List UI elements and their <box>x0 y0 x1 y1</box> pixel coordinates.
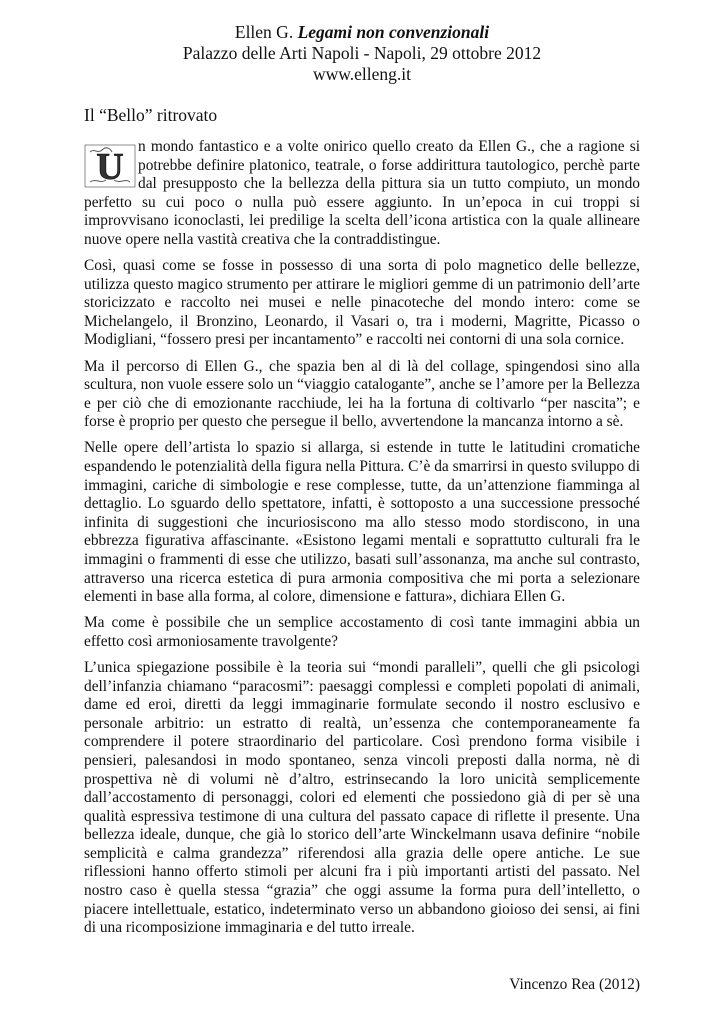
svg-text:U: U <box>96 146 124 188</box>
document-header <box>84 22 640 85</box>
paragraph-1 <box>84 138 640 250</box>
section-title: Il “Bello” ritrovato <box>84 105 218 125</box>
paragraph-4: Nelle opere dell’artista lo spazio si allarga, si estende in tutte le latitudini cromatiche espandendo le potenzialità della figura nella Pittura. C’è da smarrirsi in questo sviluppo di immagini, cariche di simbologie e rese complesse, tutte, da un’attenzione fiamminga al dettaglio. Lo sguardo dello spettatore, infatti, è sottoposto a una successione pressoché infinita di suggestioni che incuriosiscono ma allo stesso modo stordiscono, in una ebbrezza figurativa affascinante. «Esistono legami mentali e soprattutto culturali fra le immagini o frammenti di esse che utilizzo, basati sull’assonanza, ma anche sul contrasto, attraverso una ricerca estetica di pura armonia compositiva che mi porta a selezionare elementi in base alla forma, al colore, dimensione e fattura», dichiara Ellen G. <box>84 439 640 606</box>
paragraph-2: Così, quasi come se fosse in possesso di una sorta di polo magnetico delle bellezze, utilizza questo magico strumento per attirare le migliori gemme di un patrimonio dell’arte storicizzato e raccolto nei musei e nelle pinacoteche del mondo intero: come se Michelangelo, il Bronzino, Leonardo, il Vasari o, tra i moderni, Magritte, Picasso o Modigliani, “fossero presi per incantamento” e raccolti nei contorni di una sola cornice. <box>84 257 640 349</box>
exhibition-title: Legami non convenzionali <box>297 22 490 42</box>
website-line: www.elleng.it <box>312 64 411 84</box>
author-signature: Vincenzo Rea (2012) <box>509 976 640 993</box>
paragraph-6: L’unica spiegazione possibile è la teoria sui “mondi paralleli”, quelli che gli psicologi dell’infanzia chiamano “paracosmi”: paesaggi complessi e completi popolati di animali, dame ed eroi, diretti da leggi immaginarie formulate secondo il nostro esclusivo e personale arbitrio: un estratto di realtà, un’essenza che contemporaneamente fa comprendere il potere straordinario del particolare. Così prendono forma visibile i pensieri, palesandosi in modo spontaneo, senza vincoli preposti dalla norma, nè di prospettiva nè di volumi nè d’altro, estrinsecando la loro unicità semplicemente dall’accostamento di personaggi, colori ed elementi che possiedono già di per sè una qualità espressiva testimone di una cultura del passato capace di riflette il presente. Una bellezza ideale, dunque, che già lo storico dell’arte Winckelmann usava definire “nobile semplicità e calma grandezza” riferendosi alla grazia delle opere antiche. Le sue riflessioni hanno offerto stimoli per alcuni fra i più importanti artisti del passato. Nel nostro caso è quella stessa “grazia” che oggi assume la forma pura dell’intelletto, o piacere intellettuale, estatico, indeterminato verso un abbandono gioioso dei sensi, ai fini di una ricomposizione immaginaria e del tutto irreale. <box>84 658 640 937</box>
paragraph-3: Ma il percorso di Ellen G., che spazia ben al di là del collage, spingendosi sino alla scultura, non vuole essere solo un “viaggio catalogante”, anche se l’amore per la Bellezza e per ciò che di emozionante racchiude, lei ha la fortuna di coltivarlo “per nascita”; e forse è proprio per questo che persegue il bello, avvertendone la mancanza intorno a sè. <box>84 357 640 431</box>
author-name: Ellen G. <box>234 22 294 42</box>
venue-line: Palazzo delle Arti Napoli - Napoli, 29 ottobre 2012 <box>182 43 542 63</box>
header-line-1 <box>84 22 640 43</box>
document-page <box>84 22 640 945</box>
paragraph-5: Ma come è possibile che un semplice accostamento di così tante immagini abbia un effetto così armoniosamente travolgente? <box>84 614 640 650</box>
paragraph-1-text: n mondo fantastico e a volte onirico quello creato da Ellen G., che a ragione si potrebbe definire platonico, teatrale, o forse addirittura tautologico, perchè parte dal presupposto che la bellezza della pittura sia un tutto compiuto, un mondo perfetto su cui poco o nulla può essere aggiunto. In un’epoca in cui troppi si improvvisano iconoclasti, lei predilige la scelta dell’icona artistica con la quale allineare nuove opere nella vastità creativa che la contraddistingue. <box>84 138 640 248</box>
decorative-dropcap-icon <box>84 144 136 188</box>
